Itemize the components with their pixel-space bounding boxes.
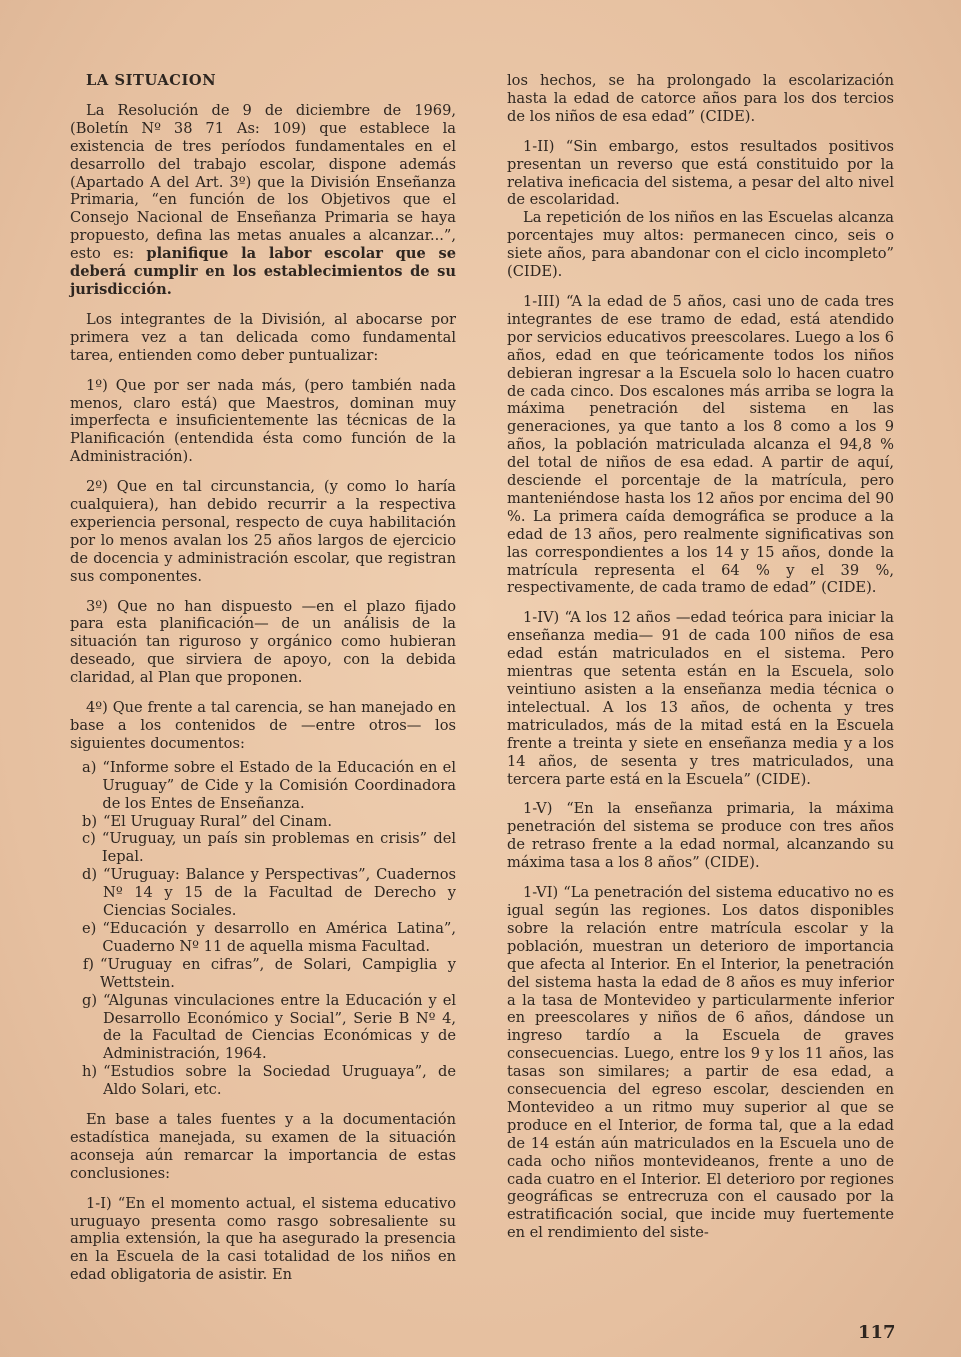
list-marker: d)	[82, 866, 98, 884]
list-text: “Uruguay en cifras”, de Solari, Campiglia y Wettstein.	[100, 955, 456, 991]
list-text: “Uruguay, un país sin problemas en crisis” del Iepal.	[101, 830, 456, 866]
list-marker: g)	[82, 991, 98, 1009]
paragraph-continuation: los hechos, se ha prolongado la escolarización hasta la edad de catorce años para los dos tercios de los niños de esa edad” (CIDE).	[507, 72, 894, 125]
list-item	[70, 830, 456, 866]
paragraph-conclusion-1-iii: 1-III) “A la edad de 5 años, casi uno de cada tres integrantes de ese tramo de edad, está atendido por servicios educativos preescolares. Luego a los 6 años, edad en que teóricamente todos los niños debieran ingresar a la Escuela solo lo hacen cuatro de cada cinco. Dos escalones más arriba se logra la máxima penetración del sistema en las generaciones, ya que tanto a los 8 como a los 9 años, la población matriculada alcanza el 94,8 % del total de niños de esa edad. A partir de aquí, desciende el porcentaje de la matrícula, pero manteniéndose hasta los 12 años por encima del 90 %. La primera caída demográfica se produce a la edad de 13 años, pero realmente significativas son las correspondientes a los 14 y 15 años, donde la matrícula representa el 64 % y el 39 %, respectivamente, de cada tramo de edad” (CIDE).	[507, 292, 894, 597]
documents-list	[70, 759, 456, 1099]
paragraph-integrantes: Los integrantes de la División, al abocarse por primera vez a tan delicada como fundamental tarea, entienden como deber puntualizar:	[70, 310, 456, 364]
list-item	[70, 956, 456, 992]
list-marker: h)	[82, 1063, 98, 1081]
list-text: “El Uruguay Rural” del Cinam.	[103, 812, 332, 830]
list-item	[70, 813, 456, 831]
paragraph-conclusion-1-ii: 1-II) “Sin embargo, estos resultados positivos presentan un reverso que está constituido por la relativa ineficacia del sistema, a pesar del alto nivel de escolaridad.	[507, 137, 894, 209]
paragraph-resolution	[70, 102, 456, 299]
paragraph-conclusion-1-iv: 1-IV) “A los 12 años —edad teórica para iniciar la enseñanza media— 91 de cada 100 niños de esa edad están matriculados en el sistema. Pero mientras que setenta están en la Escuela, solo veintiuno asisten a la enseñanza media técnica o intelectual. A los 13 años, de ochenta y tres matriculados, más de la mitad está en la Escuela frente a treinta y siete en enseñanza media y a los 14 años, de sesenta y tres matriculados, una tercera parte está en la Escuela” (CIDE).	[507, 609, 894, 788]
section-heading: LA SITUACION	[86, 72, 217, 89]
list-item	[70, 866, 456, 920]
list-item	[70, 992, 456, 1064]
list-item	[70, 759, 456, 813]
paragraph-conclusion-1-i: 1-I) “En el momento actual, el sistema educativo uruguayo presenta como rasgo sobresaliente su amplia extensión, la que ha asegurado la presencia en la Escuela de la casi totalidad de los niños en edad obligatoria de asistir. En	[70, 1194, 456, 1284]
right-column	[507, 72, 894, 1254]
list-marker: a)	[82, 758, 97, 776]
list-text: “Informe sobre el Estado de la Educación en el Uruguay” de Cide y la Comisión Coordinadora de los Entes de Enseñanza.	[102, 758, 456, 812]
list-text: “Algunas vinculaciones entre la Educación y el Desarrollo Económico y Social”, Serie B Nº 4, de la Facultad de Ciencias Económicas y de Administración, 1964.	[103, 991, 456, 1063]
paragraph-point-4: 4º) Que frente a tal carencia, se han manejado en base a los contenidos de —entre otros— los siguientes documentos:	[70, 699, 456, 752]
list-item	[70, 920, 456, 956]
resolution-text: La Resolución de 9 de diciembre de 1969, (Boletín Nº 38 71 As: 109) que establece la existencia de tres períodos fundamentales en el desarrollo del trabajo escolar, dispone además (Apartado A del Art. 3º) que la División Enseñanza Primaria, “en función de los Objetivos que el Consejo Nacional de Enseñanza Primaria se haya propuesto, defina las metas anuales a alcanzar...”, esto es:	[70, 101, 456, 263]
list-item	[70, 1063, 456, 1099]
paragraph-conclusions-intro: En base a tales fuentes y a la documentación estadística manejada, su examen de la situación aconseja aún remarcar la importancia de estas conclusiones:	[70, 1111, 456, 1182]
list-text: “Estudios sobre la Sociedad Uruguaya”, de Aldo Solari, etc.	[103, 1063, 456, 1099]
paragraph-point-1: 1º) Que por ser nada más, (pero también nada menos, claro está) que Maestros, dominan muy imperfecta e insuficientemente las técnicas de la Planificación (entendida ésta como función de la Administración).	[70, 376, 456, 466]
page-number: 117	[858, 1322, 896, 1343]
resolution-emphasis: planifique la labor escolar que se deberá cumplir en los establecimientos de su jurisdicción.	[70, 245, 456, 298]
list-marker: e)	[82, 919, 97, 937]
left-column	[70, 72, 456, 1296]
list-text: “Uruguay: Balance y Perspectivas”, Cuadernos Nº 14 y 15 de la Facultad de Derecho y Ciencias Sociales.	[103, 866, 456, 920]
list-marker: f)	[82, 955, 94, 973]
list-text: “Educación y desarrollo en América Latina”, Cuaderno Nº 11 de aquella misma Facultad.	[102, 919, 456, 955]
list-marker: c)	[82, 830, 96, 848]
paragraph-point-3: 3º) Que no han dispuesto —en el plazo fijado para esta planificación— de un análisis de la situación tan riguroso y orgánico como hubieran deseado, que sirviera de apoyo, con la debida claridad, al Plan que proponen.	[70, 597, 456, 687]
paragraph-repeticion: La repetición de los niños en las Escuelas alcanza porcentajes muy altos: permanecen cinco, seis o siete años, para abandonar con el ciclo incompleto” (CIDE).	[507, 209, 894, 281]
paragraph-conclusion-1-v: 1-V) “En la enseñanza primaria, la máxima penetración del sistema se produce con tres años de retraso frente a la edad normal, alcanzando su máxima tasa a los 8 años” (CIDE).	[507, 800, 894, 872]
paragraph-point-2: 2º) Que en tal circunstancia, (y como lo haría cualquiera), han debido recurrir a la respectiva experiencia personal, respecto de cuya habilitación por lo menos avalan los 25 años largos de ejercicio de docencia y administración escolar, que registran sus componentes.	[70, 478, 456, 585]
list-marker: b)	[82, 812, 98, 830]
paragraph-conclusion-1-vi: 1-VI) “La penetración del sistema educativo no es igual según las regiones. Los datos disponibles sobre la relación entre matrícula escolar y la población, muestran un deterioro de importancia que afecta al Interior. En el Interior, la penetración del sistema hasta la edad de 8 años es muy inferior a la tasa de Montevideo y particularmente inferior en preescolares y niños de 6 años, dándose un ingreso tardío a la Escuela de graves consecuencias. Luego, entre los 9 y los 11 años, las tasas son similares; a partir de esa edad, a consecuencia del egreso escolar, descienden en Montevideo a un ritmo muy superior al que se produce en el Interior, de forma tal, que a la edad de 14 están aún matriculados en la Escuela uno de cada ocho niños montevideanos, frente a uno de cada cuatro en el Interior. El deterioro por regiones geográficas se entrecruza con el causado por la estratificación social, que incide muy fuertemente en el rendimiento del siste-	[507, 884, 894, 1242]
